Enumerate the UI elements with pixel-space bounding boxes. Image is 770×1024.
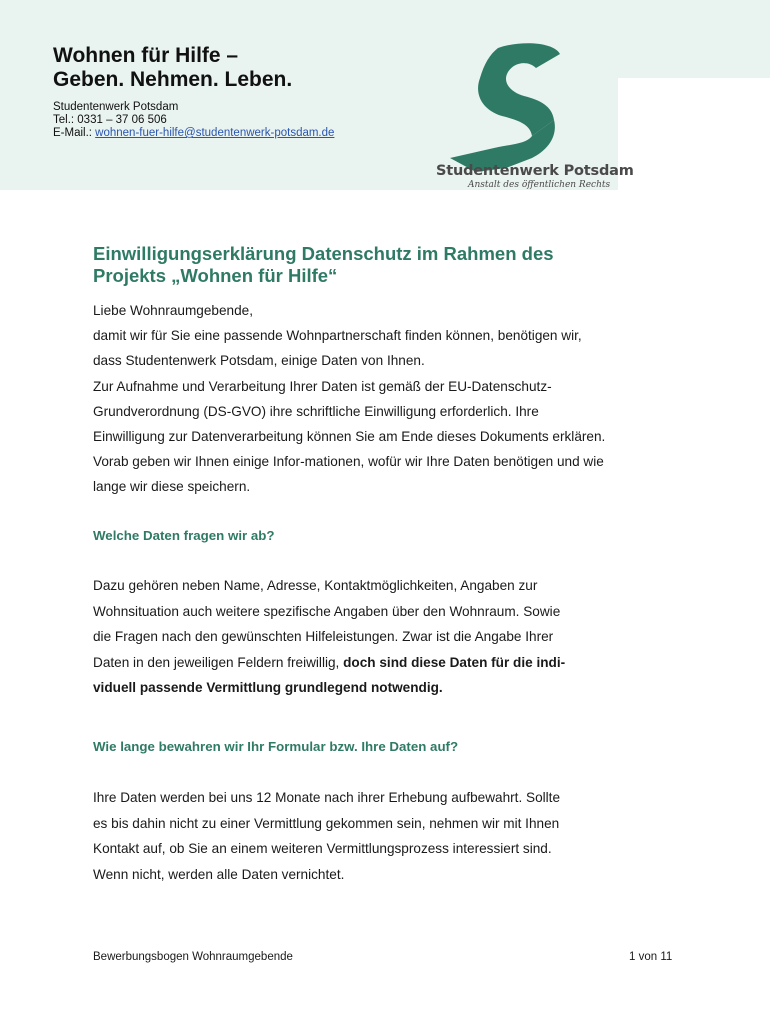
intro-line: damit wir für Sie eine passende Wohnpartnerschaft finden können, benötigen wir, xyxy=(93,328,582,344)
intro-paragraph xyxy=(93,298,693,500)
intro-line: Einwilligung zur Datenverarbeitung können Sie am Ende dieses Dokuments erklären. xyxy=(93,429,606,445)
footer-page-number: 1 von 11 xyxy=(629,951,673,963)
paragraph-emphasis: doch sind diese Daten für die indi- xyxy=(343,654,566,670)
contact-email-prefix: E-Mail.: xyxy=(53,127,96,139)
logo-subtitle: Anstalt des öffentlichen Rechts xyxy=(468,180,611,190)
footer-document-name: Bewerbungsbogen Wohnraumgebende xyxy=(93,951,293,963)
intro-line: Liebe Wohnraumgebende, xyxy=(93,303,253,318)
paragraph-line: Dazu gehören neben Name, Adresse, Kontaktmöglichkeiten, Angaben zur xyxy=(93,578,538,593)
intro-line: Grundverordnung (DS-GVO) ihre schriftliche Einwilligung erforderlich. Ihre xyxy=(93,403,539,419)
intro-line: dass Studentenwerk Potsdam, einige Daten von Ihnen. xyxy=(93,353,425,369)
intro-line: Vorab geben wir Ihnen einige Infor-mationen, wofür wir Ihre Daten benötigen und wie xyxy=(93,454,604,470)
paragraph-line xyxy=(93,650,693,676)
paragraph-line: Wenn nicht, werden alle Daten vernichtet. xyxy=(93,866,345,882)
contact-tel: Tel.: 0331 – 37 06 506 xyxy=(53,114,167,126)
intro-line: lange wir diese speichern. xyxy=(93,479,251,495)
header-title xyxy=(53,44,334,92)
document-title-line1: Einwilligungserklärung Datenschutz im Rahmen des xyxy=(93,243,554,264)
paragraph-emphasis: viduell passende Vermittlung grundlegend notwendig. xyxy=(93,680,443,696)
email-link[interactable]: wohnen-fuer-hilfe@studentenwerk-potsdam.de xyxy=(95,127,335,139)
document-title-line2: Projekts „Wohnen für Hilfe“ xyxy=(93,265,338,286)
paragraph-line: die Fragen nach den gewünschten Hilfeleistungen. Zwar ist die Angabe Ihrer xyxy=(93,629,554,645)
section-heading-retention: Wie lange bewahren wir Ihr Formular bzw. Ihre Daten auf? xyxy=(93,739,459,754)
paragraph-line xyxy=(93,675,693,701)
intro-line: Zur Aufnahme und Verarbeitung Ihrer Daten ist gemäß der EU-Datenschutz- xyxy=(93,378,552,394)
paragraph-line: es bis dahin nicht zu einer Vermittlung gekommen sein, nehmen wir mit Ihnen xyxy=(93,815,560,831)
contact-org: Studentenwerk Potsdam xyxy=(53,101,179,113)
paragraph-text: Daten in den jeweiligen Feldern freiwillig, xyxy=(93,654,344,670)
header xyxy=(53,44,334,140)
document-title xyxy=(93,243,693,287)
section-paragraph-data xyxy=(93,573,693,701)
logo-name: Studentenwerk Potsdam xyxy=(436,163,634,179)
contact-email-row xyxy=(53,127,334,140)
paragraph-line: Ihre Daten werden bei uns 12 Monate nach ihrer Erhebung aufbewahrt. Sollte xyxy=(93,790,561,805)
contact-info xyxy=(53,101,334,140)
paragraph-line: Kontakt auf, ob Sie an einem weiteren Vermittlungsprozess interessiert sind. xyxy=(93,841,552,857)
section-heading-data: Welche Daten fragen wir ab? xyxy=(93,528,275,543)
paragraph-line: Wohnsituation auch weitere spezifische Angaben über den Wohnraum. Sowie xyxy=(93,603,561,619)
section-paragraph-retention xyxy=(93,785,693,887)
header-title-line1: Wohnen für Hilfe – xyxy=(53,44,239,67)
header-title-line2: Geben. Nehmen. Leben. xyxy=(53,68,293,91)
